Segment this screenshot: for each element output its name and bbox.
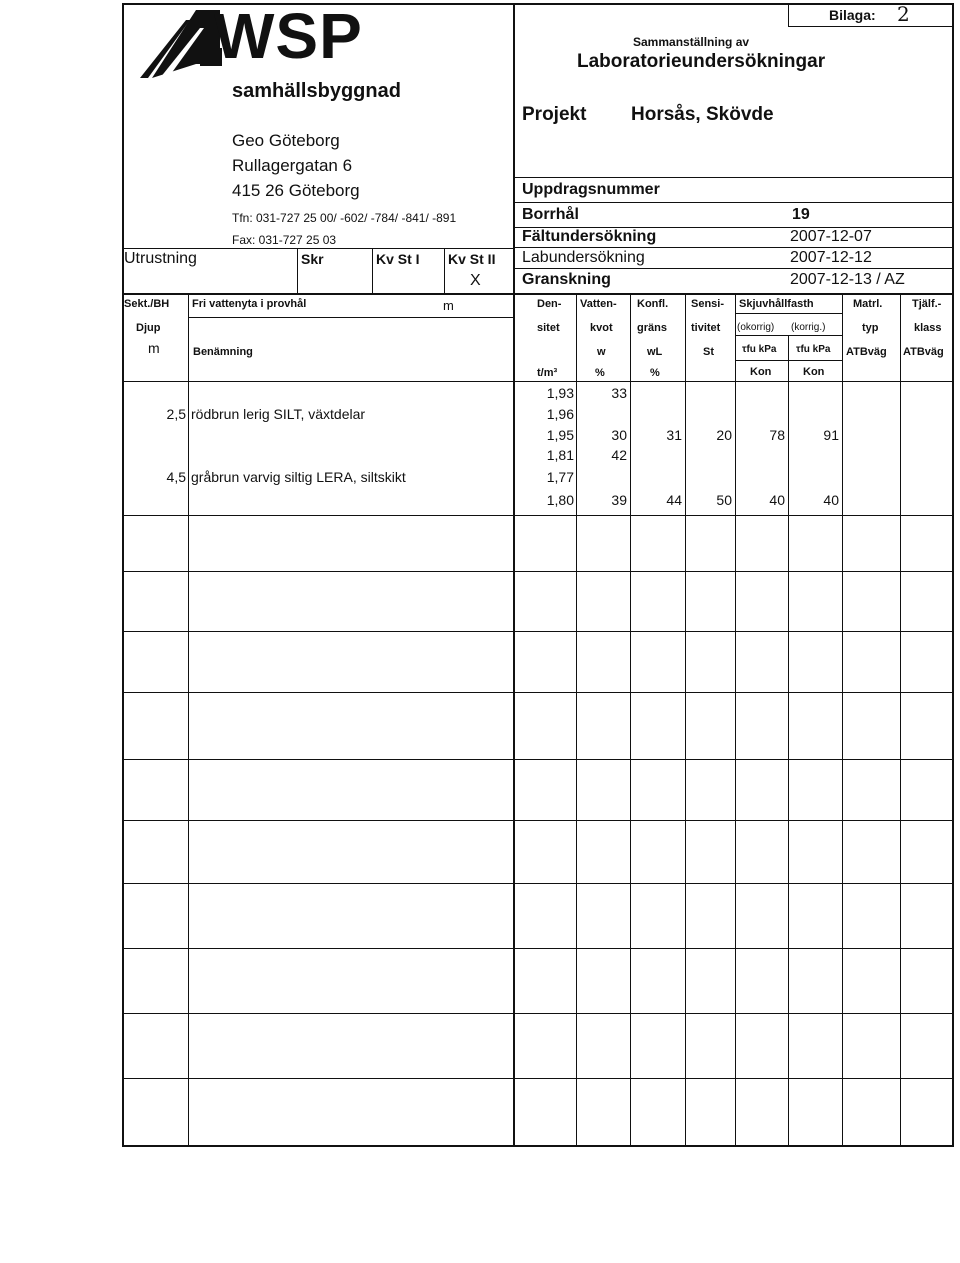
- col-fri: Fri vattenyta i provhål: [192, 298, 307, 310]
- cell-desc: gråbrun varvig siltig LERA, siltskikt: [191, 469, 406, 485]
- col-w-3: w: [597, 346, 606, 358]
- col-benamning: Benämning: [193, 346, 253, 358]
- projekt-value: Horsås, Skövde: [631, 104, 774, 125]
- col-den-2: sitet: [537, 322, 560, 334]
- office-name: Geo Göteborg: [232, 131, 340, 150]
- col-st-1: Sensi-: [691, 298, 725, 310]
- city-address: 415 26 Göteborg: [232, 181, 360, 200]
- equipment-kvst2-mark: X: [470, 272, 481, 289]
- col-wl-2: gräns: [637, 322, 667, 334]
- bilaga-box-left: [788, 3, 789, 27]
- uppdrag-label: Uppdragsnummer: [522, 181, 660, 198]
- header-divider: [513, 3, 515, 1147]
- report-subtitle: Sammanställning av: [633, 35, 750, 49]
- fax-number: Fax: 031-727 25 03: [232, 233, 337, 247]
- col-mat-3: ATBväg: [846, 346, 887, 358]
- cell-den: 1,93: [546, 385, 574, 401]
- grid-line-1: [122, 515, 954, 516]
- cell-tfu-korrig: 91: [823, 427, 839, 443]
- col-skj-1: Skjuvhållfasth: [739, 298, 814, 310]
- col-wl-1: Konfl.: [637, 298, 669, 310]
- col-t2-divider: [842, 293, 843, 1147]
- cell-tfu-okorrig: 78: [769, 427, 785, 443]
- labb-line: [515, 268, 954, 269]
- street-address: Rullagergatan 6: [232, 156, 353, 175]
- col-w-2: kvot: [590, 322, 613, 334]
- equipment-label: Utrustning: [124, 250, 197, 267]
- col-den-divider: [576, 293, 577, 1147]
- skj-line-2: [735, 335, 842, 336]
- grid-line-9: [122, 1013, 954, 1014]
- col-wl-divider: [685, 293, 686, 1147]
- gransk-label: Granskning: [522, 271, 611, 288]
- skj-line-3: [735, 360, 842, 361]
- col-mat-2: typ: [862, 322, 879, 334]
- falt-value: 2007-12-07: [790, 228, 872, 245]
- uppdrag-line: [515, 202, 954, 203]
- projekt-line: [515, 177, 954, 178]
- cell-desc: rödbrun lerig SILT, växtdelar: [191, 406, 366, 422]
- col-mat-1: Matrl.: [853, 298, 883, 310]
- cell-den: 1,80: [546, 492, 574, 508]
- col-tja-3: ATBväg: [903, 346, 944, 358]
- col-tja-2: klass: [914, 322, 942, 334]
- table-header-bottom: [122, 381, 954, 382]
- col-den-1: Den-: [537, 298, 562, 310]
- cell-wl: 44: [666, 492, 682, 508]
- cell-w: 42: [611, 447, 627, 463]
- col-st-3: St: [703, 346, 714, 358]
- equip-sep-3: [444, 248, 445, 294]
- col-wl-3: wL: [647, 346, 663, 358]
- cell-tfu-korrig: 40: [823, 492, 839, 508]
- bilaga-label: Bilaga:: [829, 7, 876, 23]
- grid-line-8: [122, 948, 954, 949]
- col-wl-unit: %: [650, 367, 660, 379]
- grid-line-2: [122, 571, 954, 572]
- equip-sep-1: [297, 248, 298, 294]
- cell-st: 20: [716, 427, 732, 443]
- col-sekt: Sekt./BH: [124, 298, 170, 310]
- col-skj-3b: τfu kPa: [796, 344, 831, 355]
- division-name: samhällsbyggnad: [232, 80, 401, 102]
- grid-line-10: [122, 1078, 954, 1079]
- falt-line: [515, 247, 954, 248]
- borrhal-label: Borrhål: [522, 206, 579, 223]
- grid-line-5: [122, 759, 954, 760]
- skj-line-1: [735, 313, 842, 314]
- grid-line-3: [122, 631, 954, 632]
- col-w-1: Vatten-: [580, 298, 617, 310]
- equipment-kvst1: Kv St I: [376, 251, 420, 267]
- cell-depth: 4,5: [166, 469, 186, 485]
- cell-w: 33: [611, 385, 627, 401]
- bilaga-value: 2: [897, 2, 910, 26]
- wsp-logo: [138, 0, 410, 78]
- benamning-line: [188, 317, 513, 318]
- col-djup: Djup: [136, 322, 161, 334]
- cell-tfu-okorrig: 40: [769, 492, 785, 508]
- equipment-skr: Skr: [301, 251, 324, 267]
- grid-line-7: [122, 883, 954, 884]
- col-sekt-divider: [188, 293, 189, 1147]
- cell-den: 1,77: [546, 469, 574, 485]
- bilaga-box-bottom: [788, 26, 954, 27]
- equip-top-line: [122, 248, 514, 249]
- labb-label: Labundersökning: [522, 249, 645, 266]
- col-st-2: tivitet: [691, 322, 721, 334]
- labb-value: 2007-12-12: [790, 249, 872, 266]
- col-skj-3a: τfu kPa: [742, 344, 777, 355]
- col-tja-1: Tjälf.-: [912, 298, 942, 310]
- borrhal-value: 19: [792, 206, 810, 223]
- gransk-value: 2007-12-13 / AZ: [790, 271, 905, 288]
- cell-wl: 31: [666, 427, 682, 443]
- cell-den: 1,81: [546, 447, 574, 463]
- cell-w: 30: [611, 427, 627, 443]
- cell-den: 1,96: [546, 406, 574, 422]
- col-st-divider: [735, 293, 736, 1147]
- report-title: Laboratorieundersökningar: [577, 51, 826, 72]
- falt-label: Fältundersökning: [522, 228, 657, 245]
- col-mat-divider: [900, 293, 901, 1147]
- col-m: m: [148, 340, 160, 356]
- table-header-top: [122, 293, 954, 295]
- equipment-kvst2: Kv St II: [448, 251, 496, 267]
- grid-line-4: [122, 692, 954, 693]
- col-skj-2a: (okorrig): [737, 322, 775, 333]
- col-w-unit: %: [595, 367, 605, 379]
- col-den-unit: t/m³: [537, 367, 558, 379]
- col-skj-4a: Kon: [750, 366, 772, 378]
- cell-w: 39: [611, 492, 627, 508]
- col-fri-unit: m: [443, 298, 454, 313]
- cell-den: 1,95: [546, 427, 574, 443]
- col-w-divider: [630, 293, 631, 1147]
- col-skj-4b: Kon: [803, 366, 825, 378]
- cell-depth: 2,5: [166, 406, 186, 422]
- equip-sep-2: [372, 248, 373, 294]
- col-t1-divider: [788, 335, 789, 1147]
- brand-name: WSP: [214, 0, 363, 72]
- projekt-label: Projekt: [522, 104, 587, 125]
- grid-line-6: [122, 820, 954, 821]
- col-skj-2b: (korrig.): [791, 322, 826, 333]
- cell-st: 50: [716, 492, 732, 508]
- phone-number: Tfn: 031-727 25 00/ -602/ -784/ -841/ -891: [232, 211, 457, 225]
